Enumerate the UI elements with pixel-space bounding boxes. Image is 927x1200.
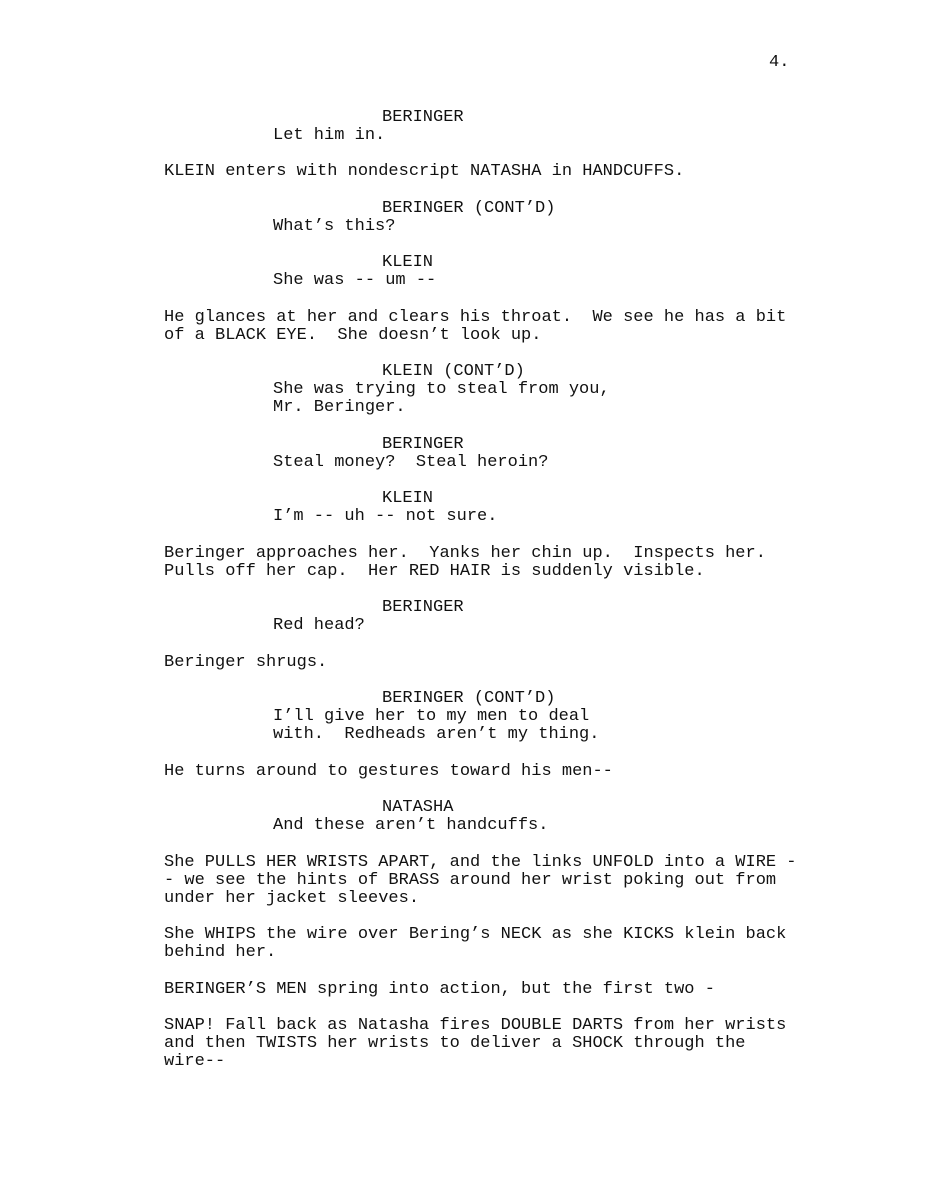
action-line: Pulls off her cap. Her RED HAIR is suddenly visible. (164, 562, 705, 581)
character-cue: BERINGER (CONT’D) (382, 689, 556, 708)
dialogue-line: She was -- um -- (273, 271, 437, 290)
action-line: KLEIN enters with nondescript NATASHA in HANDCUFFS. (164, 162, 685, 181)
action-line: BERINGER’S MEN spring into action, but the first two - (164, 980, 715, 999)
dialogue-line: I’m -- uh -- not sure. (273, 507, 498, 526)
dialogue-line: Steal money? Steal heroin? (273, 453, 549, 472)
character-cue: KLEIN (382, 253, 434, 272)
action-line: and then TWISTS her wrists to deliver a SHOCK through the (164, 1034, 746, 1053)
dialogue-line: What’s this? (273, 217, 396, 236)
character-cue: KLEIN (CONT’D) (382, 362, 525, 381)
character-cue: BERINGER (382, 598, 464, 617)
action-line: Beringer shrugs. (164, 653, 328, 672)
dialogue-line: with. Redheads aren’t my thing. (273, 725, 600, 744)
dialogue-line: Red head? (273, 616, 365, 635)
dialogue-line: And these aren’t handcuffs. (273, 816, 549, 835)
dialogue-line: I’ll give her to my men to deal (273, 707, 590, 726)
action-line: He turns around to gestures toward his men-- (164, 762, 613, 781)
action-line: She PULLS HER WRISTS APART, and the links UNFOLD into a WIRE - (164, 853, 797, 872)
action-line: of a BLACK EYE. She doesn’t look up. (164, 326, 542, 345)
action-line: SNAP! Fall back as Natasha fires DOUBLE DARTS from her wrists (164, 1016, 787, 1035)
dialogue-line: Let him in. (273, 126, 386, 145)
action-line: under her jacket sleeves. (164, 889, 420, 908)
character-cue: KLEIN (382, 489, 434, 508)
action-line: She WHIPS the wire over Bering’s NECK as she KICKS klein back (164, 925, 787, 944)
dialogue-line: She was trying to steal from you, (273, 380, 610, 399)
action-line: - we see the hints of BRASS around her wrist poking out from (164, 871, 777, 890)
action-line: behind her. (164, 943, 277, 962)
action-line: wire-- (164, 1052, 226, 1071)
dialogue-line: Mr. Beringer. (273, 398, 406, 417)
action-line: He glances at her and clears his throat. We see he has a bit (164, 308, 787, 327)
page-number: 4. (769, 53, 790, 72)
character-cue: BERINGER (382, 108, 464, 127)
character-cue: BERINGER (CONT’D) (382, 199, 556, 218)
character-cue: NATASHA (382, 798, 454, 817)
character-cue: BERINGER (382, 435, 464, 454)
action-line: Beringer approaches her. Yanks her chin up. Inspects her. (164, 544, 766, 563)
